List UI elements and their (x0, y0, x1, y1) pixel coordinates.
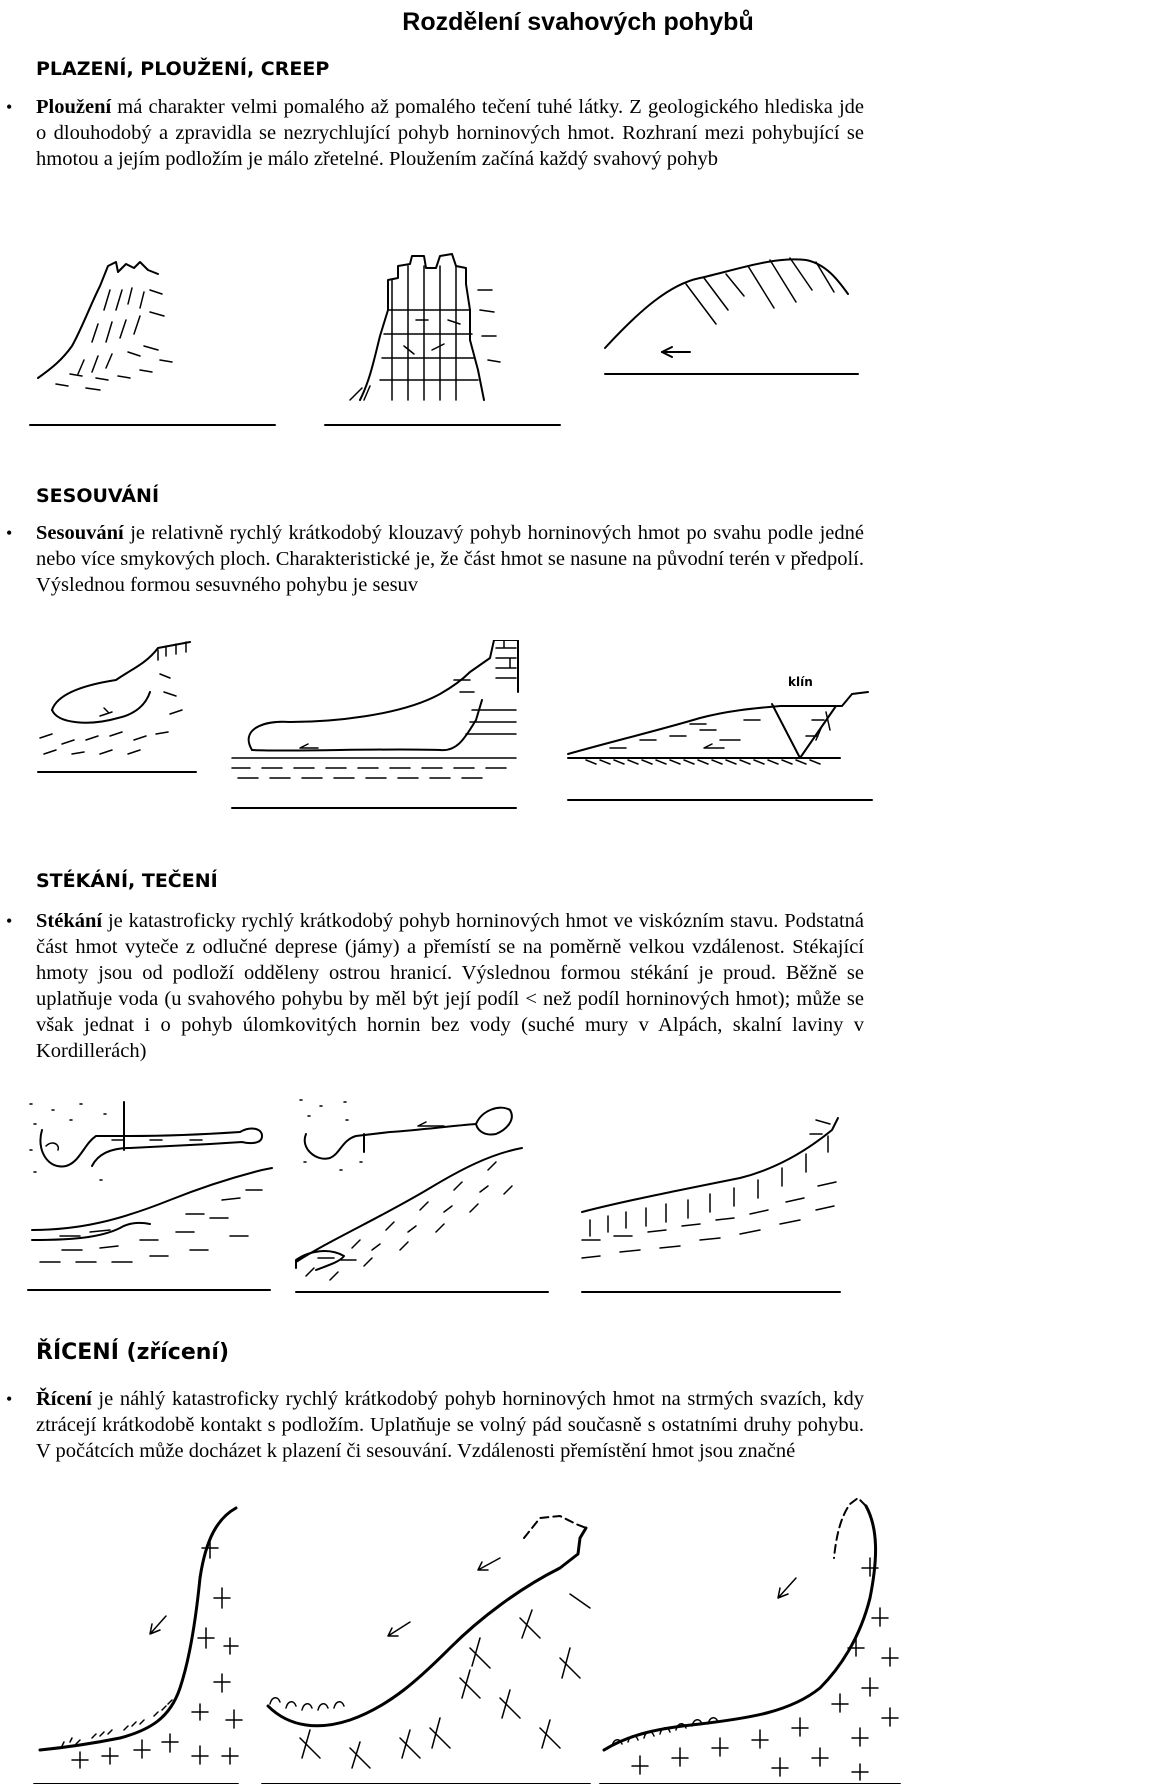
bullet-icon: • (6, 1389, 13, 1409)
figure-sesouvani (0, 640, 1156, 820)
section-heading-stekani: STÉKÁNÍ, TEČENÍ (36, 870, 218, 892)
sesouvani-diagram-1 (38, 642, 196, 772)
riceni-diagram-1 (34, 1508, 242, 1784)
stekani-diagram-2 (296, 1100, 548, 1292)
stekani-diagram-3 (582, 1118, 840, 1292)
text-creep: má charakter velmi pomalého až pomalého tečení tuhé látky. Z geologického hlediska jde o dlouhodobý a zpravidla se nezrychlující pohyb horninových hmot. Rozhraní mezi pohybující se hmotou a jejím podložím je málo zřetelné. Ploužením začíná každý svahový pohyb (36, 96, 864, 170)
stekani-diagram-1 (28, 1102, 272, 1290)
sesouvani-diagram-2 (232, 640, 518, 808)
figure-creep (0, 250, 1156, 440)
figure-stekani (0, 1090, 1156, 1310)
section-paragraph-riceni (6, 1386, 864, 1464)
creep-diagram-2 (325, 254, 560, 425)
term-riceni: Řícení (36, 1388, 92, 1410)
creep-diagram-3 (605, 258, 858, 374)
riceni-diagram-2 (262, 1516, 590, 1784)
term-sesouvani: Sesouvání (36, 522, 124, 544)
section-paragraph-creep (6, 94, 864, 172)
text-stekani: je katastroficky rychlý krátkodobý pohyb horninových hmot ve viskózním stavu. Podstatná část hmot vyteče z odlučné deprese (jámy) a přemístí se na poměrně velkou vzdálenost. Stékající hmoty jsou od podloží odděleny ostrou hranicí. Výslednou formou stékání je proud. Běžně se uplatňuje voda (u svahového pohybu by měl být její podíl < než podíl horninových hmot); může se však jednat i o pohyb úlomkovitých hornin bez vody (suché mury v Alpách, skalní laviny v Kordillerách) (36, 910, 864, 1062)
section-heading-sesouvani: SESOUVÁNÍ (36, 485, 160, 507)
bullet-icon: • (6, 97, 13, 117)
text-riceni: je náhlý katastroficky rychlý krátkodobý pohyb horninových hmot na strmých svazích, kdy ztrácejí krátkodobě kontakt s podložím. Uplatňuje se volný pád současně s ostatními druhy pohybu. V počátcích může docházet k plazení či sesouvání. Vzdálenosti přemístění hmot jsou značné (36, 1388, 864, 1462)
klin-label: klín (788, 675, 813, 689)
term-stekani: Stékání (36, 910, 103, 932)
section-heading-creep: PLAZENÍ, PLOUŽENÍ, CREEP (36, 58, 330, 80)
text-sesouvani: je relativně rychlý krátkodobý klouzavý pohyb horninových hmot po svahu podle jedné nebo více smykových ploch. Charakteristické je, že část hmot se nasune na původní terén v předpolí. Výslednou formou sesuvného pohybu je sesuv (36, 522, 864, 596)
page-title: Rozdělení svahových pohybů (402, 8, 754, 36)
figure-riceni (0, 1498, 1156, 1784)
term-creep: Ploužení (36, 96, 112, 118)
creep-diagram-1 (30, 262, 275, 425)
bullet-icon: • (6, 911, 13, 931)
section-heading-riceni: ŘÍCENÍ (zřícení) (36, 1340, 230, 1365)
section-paragraph-stekani (6, 908, 864, 1064)
section-paragraph-sesouvani (6, 520, 864, 598)
bullet-icon: • (6, 523, 13, 543)
sesouvani-diagram-3 (568, 675, 872, 800)
riceni-diagram-3 (600, 1498, 900, 1784)
